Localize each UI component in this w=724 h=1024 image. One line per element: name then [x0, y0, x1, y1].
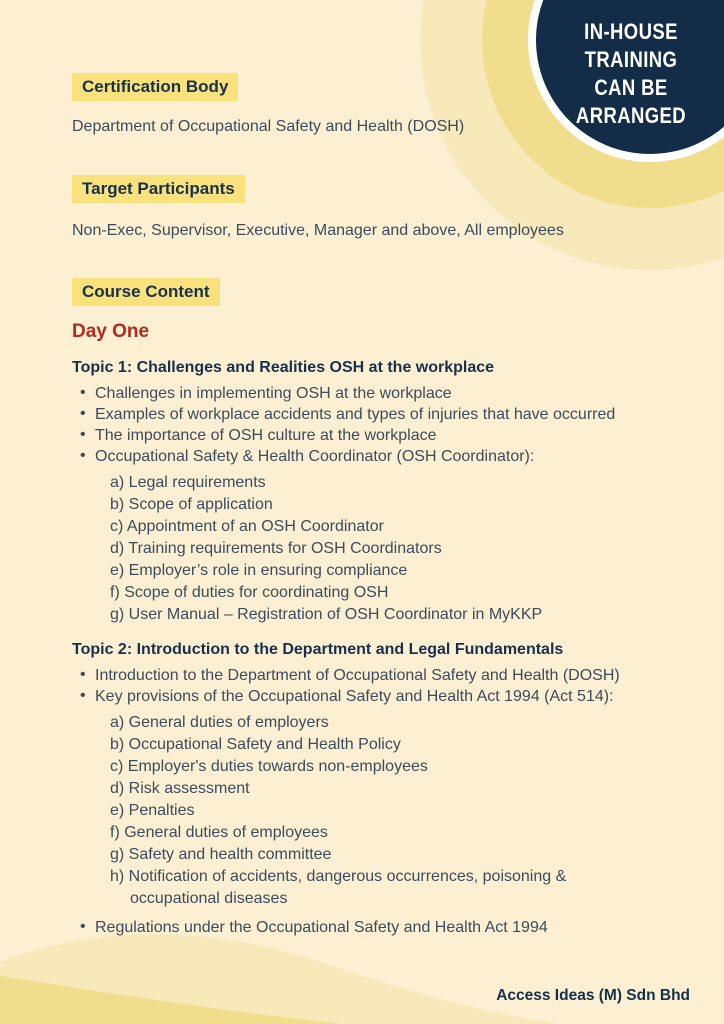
topic-2-title: Topic 2: Introduction to the Department and Legal Fundamentals	[72, 641, 564, 658]
sub-list-item: b) Scope of application	[110, 496, 273, 513]
section-heading-certification-body: Certification Body	[72, 73, 238, 101]
sub-list-item: f) Scope of duties for coordinating OSH	[110, 584, 389, 601]
list-item	[72, 383, 690, 404]
list-item	[72, 404, 690, 425]
sub-list-item: c) Appointment of an OSH Coordinator	[110, 518, 384, 535]
sub-list-item: d) Risk assessment	[110, 780, 250, 797]
sub-list-item: e) Employer’s role in ensuring compliance	[110, 562, 408, 579]
topic-1-title: Topic 1: Challenges and Realities OSH at the workplace	[72, 359, 495, 376]
sub-list-item: d) Training requirements for OSH Coordinators	[110, 540, 442, 557]
list-item-text: Regulations under the Occupational Safety and Health Act 1994	[95, 919, 548, 936]
bullet-icon: •	[80, 687, 86, 704]
sub-list-item: f) General duties of employees	[110, 824, 328, 841]
topic-1-sub-list	[110, 472, 640, 626]
badge-line: IN-HOUSE	[584, 19, 678, 44]
sub-list-item: g) Safety and health committee	[110, 846, 332, 863]
list-item-text: Challenges in implementing OSH at the workplace	[95, 385, 452, 402]
sub-list-item: a) Legal requirements	[110, 474, 266, 491]
topic-2-sub-list	[110, 712, 640, 910]
sub-list-item: c) Employer's duties towards non-employees	[110, 758, 428, 775]
badge-line: TRAINING	[584, 47, 678, 72]
main-content	[72, 73, 690, 938]
list-item-text: The importance of OSH culture at the workplace	[95, 427, 437, 444]
target-participants-text: Non-Exec, Supervisor, Executive, Manager and above, All employees	[72, 222, 564, 239]
list-item-text: Examples of workplace accidents and types of injuries that have occurred	[95, 406, 616, 423]
topic-2-extra-bullet-list	[72, 917, 690, 938]
sub-list-item: e) Penalties	[110, 802, 195, 819]
sub-list-item: g) User Manual – Registration of OSH Coordinator in MyKKP	[110, 606, 543, 623]
sub-list-item: h) Notification of accidents, dangerous occurrences, poisoning & occupational diseases	[110, 868, 567, 907]
list-item-text: Key provisions of the Occupational Safety and Health Act 1994 (Act 514):	[95, 688, 614, 705]
list-item	[72, 917, 690, 938]
list-item	[72, 665, 690, 686]
badge-line: ARRANGED	[575, 103, 687, 128]
sub-list-item: a) General duties of employers	[110, 714, 329, 731]
topic-1-bullet-list	[72, 383, 690, 467]
certification-body-text: Department of Occupational Safety and Health (DOSH)	[72, 118, 465, 135]
bullet-icon: •	[80, 447, 86, 464]
list-item	[72, 686, 690, 707]
day-one-label: Day One	[72, 321, 150, 342]
list-item	[72, 425, 690, 446]
topic-2-bullet-list	[72, 665, 690, 707]
section-heading-course-content: Course Content	[72, 278, 220, 306]
list-item-text: Occupational Safety & Health Coordinator (OSH Coordinator):	[95, 448, 535, 465]
list-item	[72, 446, 690, 467]
footer-company-name: Access Ideas (M) Sdn Bhd	[496, 987, 690, 1004]
bullet-icon: •	[80, 918, 86, 935]
sub-list-item: b) Occupational Safety and Health Policy	[110, 736, 401, 753]
bullet-icon: •	[80, 405, 86, 422]
bullet-icon: •	[80, 666, 86, 683]
list-item-text: Introduction to the Department of Occupational Safety and Health (DOSH)	[95, 667, 620, 684]
bullet-icon: •	[80, 384, 86, 401]
section-heading-target-participants: Target Participants	[72, 175, 245, 203]
badge-line: CAN BE	[594, 75, 668, 100]
badge-text	[513, 18, 724, 130]
bullet-icon: •	[80, 426, 86, 443]
